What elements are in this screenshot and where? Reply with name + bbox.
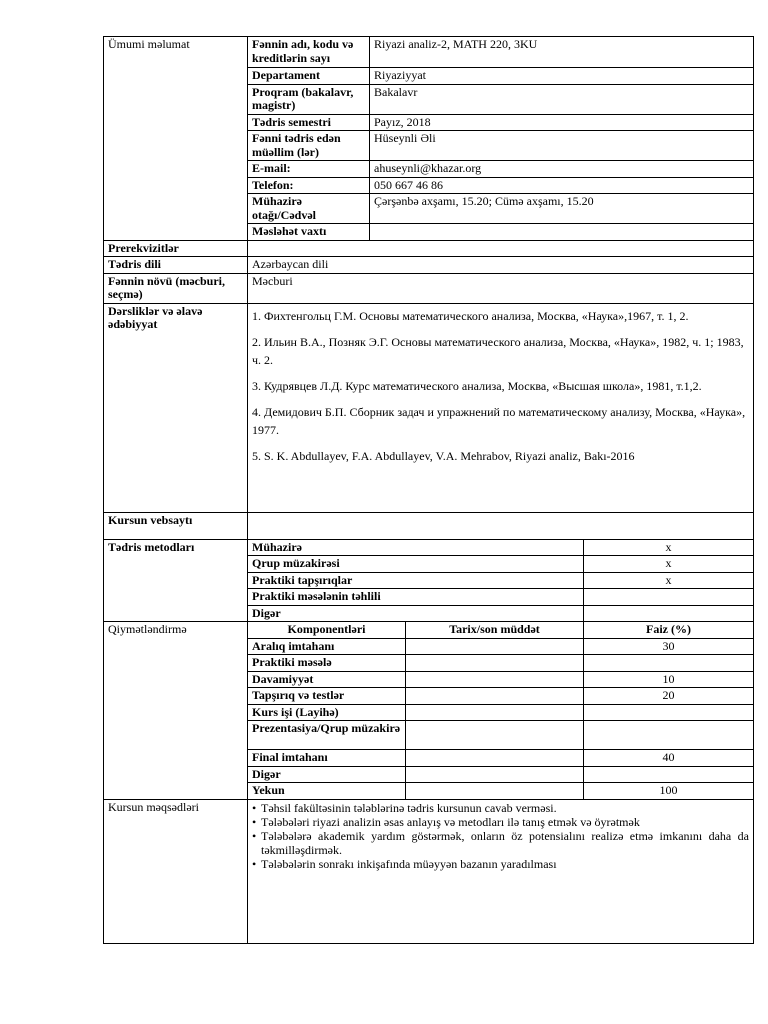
grading-label: Qiymətləndirmə [104,622,248,800]
literature-item: 5. S. K. Abdullayev, F.A. Abdullayev, V.A. Mehrabov, Riyazi analiz, Bakı-2016 [252,448,635,463]
grading-deadline [406,671,584,688]
instructor-value: Hüseynli Əli [370,131,754,161]
method-name: Qrup müzakirəsi [248,556,584,573]
website-label: Kursun vebsaytı [104,512,248,539]
general-info-label: Ümumi məlumat [104,37,248,241]
grading-percent: 100 [584,783,754,800]
method-mark: x [584,539,754,556]
semester-value: Payız, 2018 [370,114,754,131]
goal-item: • Tələbələrin sonrakı inkişafında müəyyən bazanın yaradılması [252,857,749,871]
grading-deadline [406,783,584,800]
language-label: Tədris dili [104,257,248,274]
syllabus-table [103,36,754,944]
method-mark: x [584,572,754,589]
grading-component: Prezentasiya/Qrup müzakirə [248,721,406,750]
grading-deadline [406,688,584,705]
website-value [248,512,754,539]
email-label: E-mail: [248,161,370,178]
schedule-label: Mühazirə otağı/Cədvəl [248,194,370,224]
method-mark: x [584,556,754,573]
schedule-value: Çərşənbə axşamı, 15.20; Cümə axşamı, 15.20 [370,194,754,224]
grading-percent [584,704,754,721]
course-type-value: Məcburi [248,273,754,303]
semester-label: Tədris semestri [248,114,370,131]
program-label: Proqram (bakalavr, magistr) [248,84,370,114]
method-name: Mühazirə [248,539,584,556]
grading-deadline [406,721,584,750]
grading-component: Praktiki məsələ [248,655,406,672]
literature-item: 1. Фихтенгольц Г.М. Основы математического анализа, Москва, «Наука»,1967, т. 1, 2. [252,308,689,323]
literature-item: 2. Ильин В.А., Позняк Э.Г. Основы математического анализа, Москва, «Наука», 1982, ч. 1; 1983, ч. 2. [252,334,744,367]
grading-component: Davamiyyət [248,671,406,688]
literature-item: 4. Демидович Б.П. Сборник задач и упражнений по математическому анализу, Москва, «Наука», 1977. [252,404,746,437]
course-type-label: Fənnin növü (məcburi, seçmə) [104,273,248,303]
grading-deadline [406,704,584,721]
grading-header-component: Komponentləri [248,622,406,639]
grading-deadline [406,655,584,672]
office-hours-value [370,224,754,241]
grading-component: Kurs işi (Layihə) [248,704,406,721]
grading-component: Final imtahanı [248,750,406,767]
grading-component: Digər [248,766,406,783]
prerequisites-label: Prerekvizitlər [104,240,248,257]
grading-percent [584,655,754,672]
goal-item: • Tələbələrə akademik yardım göstərmək, onların öz potensialını realizə etmə imkanını daha da təkmilləşdirmək. [252,829,749,857]
syllabus-page [103,36,753,944]
literature-list [248,303,754,512]
method-mark [584,589,754,606]
method-mark [584,605,754,622]
grading-header-deadline: Tarix/son müddət [406,622,584,639]
phone-label: Telefon: [248,177,370,194]
language-value: Azərbaycan dili [248,257,754,274]
method-name: Praktiki tapşırıqlar [248,572,584,589]
method-name: Praktiki məsələnin təhlili [248,589,584,606]
prerequisites-value [248,240,754,257]
grading-percent: 10 [584,671,754,688]
goals-list [252,801,749,871]
grading-percent: 30 [584,638,754,655]
method-name: Digər [248,605,584,622]
grading-percent: 40 [584,750,754,767]
grading-header-percent: Faiz (%) [584,622,754,639]
literature-label: Dərsliklər və əlavə ədəbiyyat [104,303,248,512]
phone-value: 050 667 46 86 [370,177,754,194]
department-value: Riyaziyyat [370,68,754,85]
office-hours-label: Məsləhət vaxtı [248,224,370,241]
grading-percent [584,766,754,783]
literature-item: 3. Кудрявцев Л.Д. Курс математического анализа, Москва, «Высшая школа», 1981, т.1,2. [252,378,702,393]
grading-deadline [406,766,584,783]
goal-item: • Təhsil fakültəsinin tələblərinə tədris kursunun cavab verməsi. [252,801,749,815]
course-name-value: Riyazi analiz-2, MATH 220, 3KU [370,37,754,68]
grading-component: Aralıq imtahanı [248,638,406,655]
course-name-label: Fənnin adı, kodu və kreditlərin sayı [248,37,370,68]
grading-component: Tapşırıq və testlər [248,688,406,705]
methods-label: Tədris metodları [104,539,248,622]
program-value: Bakalavr [370,84,754,114]
goal-item: • Tələbələri riyazi analizin əsas anlayış və metodları ilə tanış etmək və öyrətmək [252,815,749,829]
department-label: Departament [248,68,370,85]
grading-percent [584,721,754,750]
grading-deadline [406,638,584,655]
grading-deadline [406,750,584,767]
goals-label: Kursun məqsədləri [104,799,248,943]
goals-cell [248,799,754,943]
grading-component: Yekun [248,783,406,800]
instructor-label: Fənni tədris edən müəllim (lər) [248,131,370,161]
grading-percent: 20 [584,688,754,705]
email-value: ahuseynli@khazar.org [370,161,754,178]
